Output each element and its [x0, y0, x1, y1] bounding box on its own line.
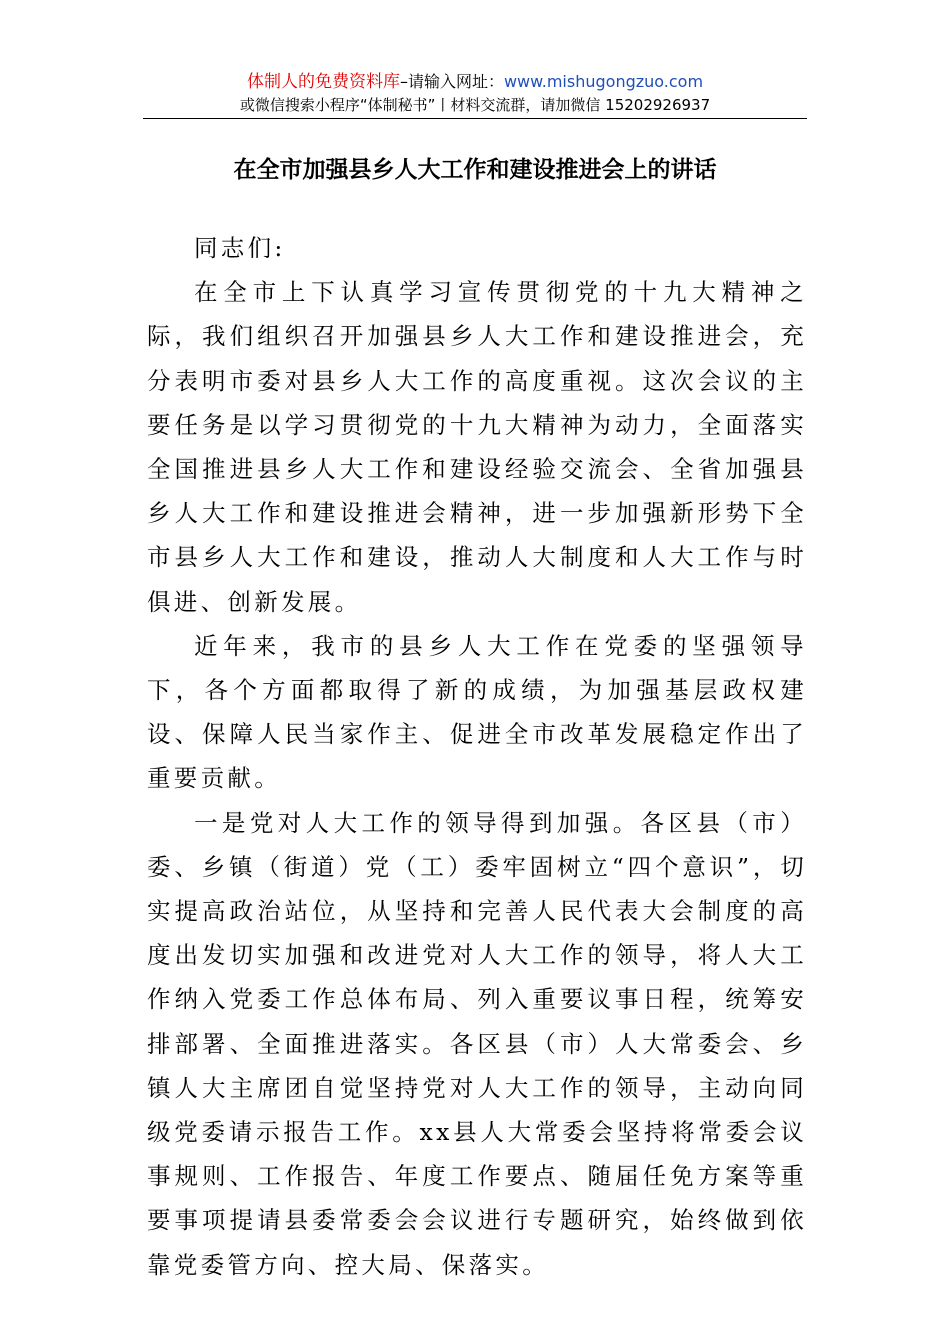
page-header	[143, 70, 807, 116]
document-title: 在全市加强县乡人大工作和建设推进会上的讲话	[233, 156, 717, 183]
header-prompt: –请输入网址：	[399, 72, 504, 91]
header-line-1	[143, 70, 807, 94]
document-body	[147, 226, 807, 1287]
header-line-2: 或微信搜索小程序“体制秘书”丨材料交流群，请加微信 15202926937	[239, 96, 711, 114]
paragraph-2: 近年来，我市的县乡人大工作在党委的坚强领导下，各个方面都取得了新的成绩，为加强基层政权建设、保障人民当家作主、促进全市改革发展稳定作出了重要贡献。	[147, 631, 807, 793]
paragraph-1: 在全市上下认真学习宣传贯彻党的十九大精神之际，我们组织召开加强县乡人大工作和建设推进会，充分表明市委对县乡人大工作的高度重视。这次会议的主要任务是以学习贯彻党的十九大精神为动力，全面落实全国推进县乡人大工作和建设经验交流会、全省加强县乡人大工作和建设推进会精神，进一步加强新形势下全市县乡人大工作和建设，推动人大制度和人大工作与时俱进、创新发展。	[147, 278, 807, 616]
header-divider	[143, 118, 807, 119]
header-url-link[interactable]: www.mishugongzuo.com	[503, 72, 704, 91]
paragraph-salutation: 同志们:	[194, 234, 286, 262]
paragraph-3: 一是党对人大工作的领导得到加强。各区县（市）委、乡镇（街道）党（工）委牢固树立“四个意识”，切实提高政治站位，从坚持和完善人民代表大会制度的高度出发切实加强和改进党对人大工作的领导，将人大工作纳入党委工作总体布局、列入重要议事日程，统筹安排部署、全面推进落实。各区县（市）人大常委会、乡镇人大主席团自觉坚持党对人大工作的领导，主动向同级党委请示报告工作。xx县人大常委会坚持将常委会议事规则、工作报告、年度工作要点、随届任免方案等重要事项提请县委常委会会议进行专题研究，始终做到依靠党委管方向、控大局、保落实。	[147, 808, 807, 1279]
header-brand: 体制人的免费资料库	[246, 72, 400, 92]
